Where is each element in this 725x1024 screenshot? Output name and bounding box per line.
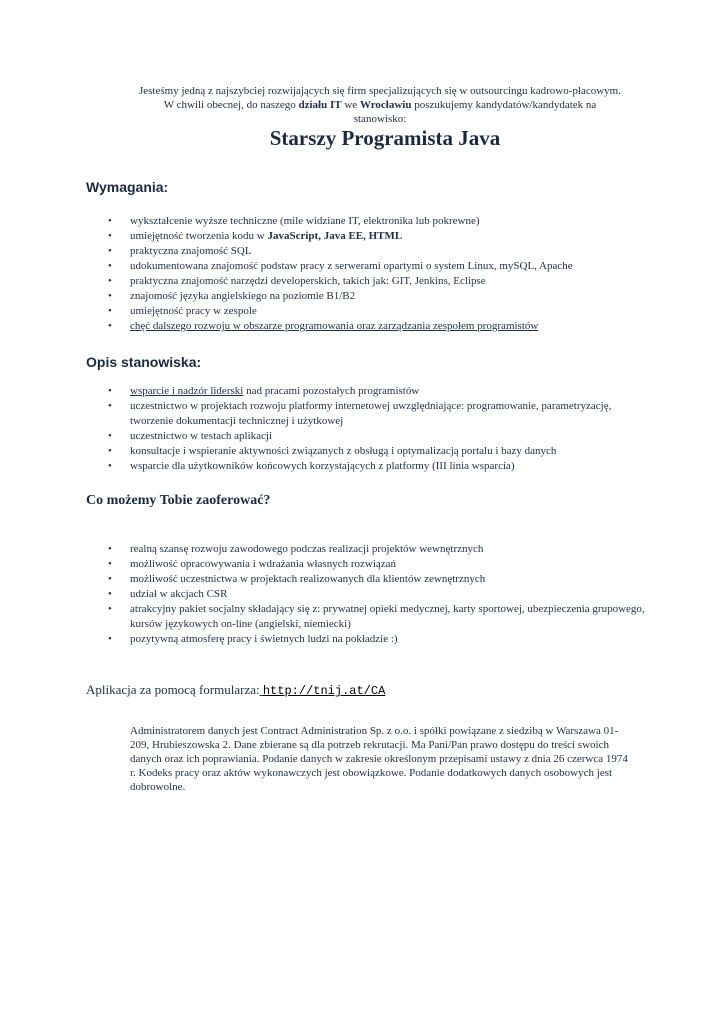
intro-line-2 <box>110 98 650 112</box>
intro-line-2-mid: we <box>341 99 360 111</box>
intro-city: Wrocławiu <box>359 99 412 111</box>
bullet-icon: • <box>108 290 112 302</box>
list-item: • uczestnictwo w projektach rozwoju platformy internetowej uwzględniające: programowanie, parametryzację, tworzenie dokumentacji technicznej i użytkowej <box>108 400 612 427</box>
intro-department: działu IT <box>298 99 342 111</box>
bullet-icon: • <box>108 445 112 457</box>
requirements-list <box>108 214 648 334</box>
gdpr-clause: Administratorem danych jest Contract Administration Sp. z o.o. i spółki powiązane z siedzibą w Warszawa 01-209, Hrubieszowska 2. Dane zbierane są dla potrzeb rekrutacji. Ma Pani/Pan prawo dostępu do treści swoich danych oraz ich poprawiania. Podanie danych w zakresie określonym przepisami ustawy z dnia 26 czerwca 1974 r. Kodeks pracy oraz aktów wykonawczych jest obowiązkowe. Podanie dodatkowych danych osobowych jest dobrowolne. <box>130 725 628 793</box>
description-heading: Opis stanowiska: <box>86 354 202 370</box>
bullet-icon: • <box>108 543 112 555</box>
list-item: • znajomość języka angielskiego na poziomie B1/B2 <box>108 290 356 302</box>
list-item: • praktyczna znajomość narzędzi developerskich, takich jak: GIT, Jenkins, Eclipse <box>108 275 486 287</box>
bullet-icon: • <box>108 320 112 332</box>
list-item: • konsultacje i wspieranie aktywności związanych z obsługą i optymalizacją portalu i bazy danych <box>108 445 557 457</box>
bullet-icon: • <box>108 230 112 242</box>
list-item: • udział w akcjach CSR <box>108 588 228 600</box>
list-item: • chęć dalszego rozwoju w obszarze programowania oraz zarządzania zespołem programistów <box>108 320 539 332</box>
offer-list <box>108 542 648 647</box>
list-item: • umiejętność pracy w zespole <box>108 305 257 317</box>
list-item: • umiejętność tworzenia kodu w JavaScript, Java EE, HTML <box>108 230 403 242</box>
job-title: Starszy Programista Java <box>269 126 501 150</box>
bullet-icon: • <box>108 275 112 287</box>
bullet-icon: • <box>108 245 112 257</box>
description-list <box>108 384 648 474</box>
tech-stack: JavaScript, Java EE, HTML <box>267 230 403 242</box>
intro-line-2-pre: W chwili obecnej, do naszego <box>163 99 299 111</box>
bullet-icon: • <box>108 588 112 600</box>
bullet-icon: • <box>108 215 112 227</box>
bullet-icon: • <box>108 633 112 645</box>
bullet-icon: • <box>108 305 112 317</box>
list-item: • praktyczna znajomość SQL <box>108 245 252 257</box>
bullet-icon: • <box>108 573 112 585</box>
bullet-icon: • <box>108 400 112 412</box>
list-item: • uczestnictwo w testach aplikacji <box>108 430 273 442</box>
list-item: • udokumentowana znajomość podstaw pracy z serwerami opartymi o system Linux, mySQL, Apache <box>108 260 573 272</box>
bullet-icon: • <box>108 260 112 272</box>
list-item: • atrakcyjny pakiet socjalny składający się z: prywatnej opieki medycznej, karty sportowej, ubezpieczenia grupowego, kursów językowych on-line (angielski, niemiecki) <box>108 603 645 630</box>
intro-paragraph <box>110 84 650 126</box>
list-item: • pozytywną atmosferę pracy i świetnych ludzi na pokładzie :) <box>108 633 398 645</box>
list-item: • wykształcenie wyższe techniczne (mile widziane IT, elektronika lub pokrewne) <box>108 215 480 227</box>
bullet-icon: • <box>108 460 112 472</box>
list-item: • realną szansę rozwoju zawodowego podczas realizacji projektów wewnętrznych <box>108 543 484 555</box>
offer-heading: Co możemy Tobie zaoferować? <box>86 493 271 508</box>
application-line <box>86 682 385 698</box>
application-form-link[interactable]: http://tnij.at/CA <box>262 684 386 698</box>
requirements-heading: Wymagania: <box>86 179 169 195</box>
list-item: • możliwość opracowywania i wdrażania własnych rozwiązań <box>108 558 397 570</box>
intro-line-1: Jesteśmy jedną z najszybciej rozwijających się firm specjalizujących się w outsourcingu kadrowo-płacowym. <box>138 85 621 97</box>
intro-line-2-post: poszukujemy kandydatów/kandydatek na <box>411 99 597 111</box>
bullet-icon: • <box>108 603 112 615</box>
bullet-icon: • <box>108 430 112 442</box>
list-item: • wsparcie dla użytkowników końcowych korzystających z platformy (III linia wsparcia) <box>108 460 515 472</box>
list-item: • wsparcie i nadzór liderski nad pracami pozostałych programistów <box>108 385 420 397</box>
intro-line-3: stanowisko: <box>353 113 407 125</box>
bullet-icon: • <box>108 385 112 397</box>
application-label: Aplikacja za pomocą formularza: <box>86 682 260 697</box>
list-item: • możliwość uczestnictwa w projektach realizowanych dla klientów zewnętrznych <box>108 573 486 585</box>
bullet-icon: • <box>108 558 112 570</box>
